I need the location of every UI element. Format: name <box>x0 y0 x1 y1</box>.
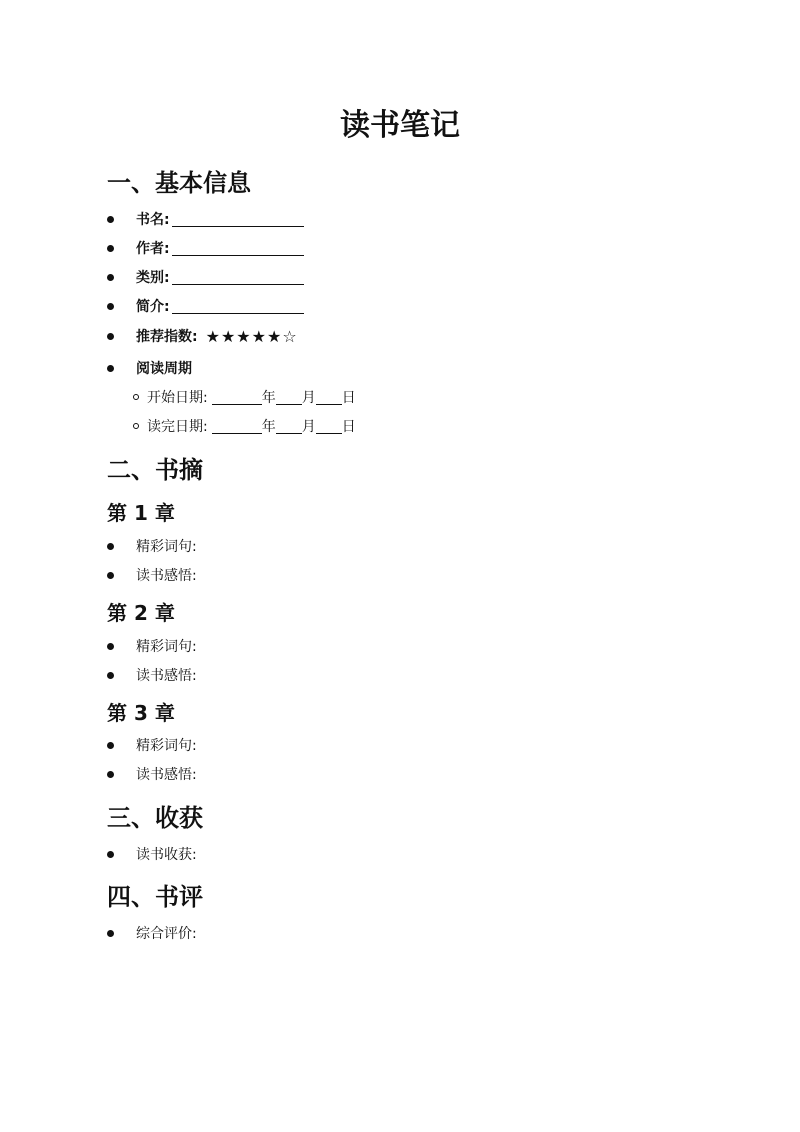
thought-label: 读书感悟: <box>136 767 197 783</box>
field-label: 作者: <box>136 241 170 257</box>
page-title: 读书笔记 <box>340 108 460 143</box>
gains-item <box>107 843 197 865</box>
chapter-3-thought <box>107 763 197 785</box>
field-author <box>107 237 304 259</box>
summary-blank[interactable] <box>172 299 304 314</box>
chapter-3-quote <box>107 734 197 756</box>
field-reading-period <box>107 357 192 379</box>
thought-label: 读书感悟: <box>136 668 197 684</box>
section-gains-heading: 三、收获 <box>107 804 203 832</box>
sub-bullet-icon <box>133 394 139 400</box>
bullet-icon <box>107 333 114 340</box>
field-label: 简介: <box>136 299 170 315</box>
quote-label: 精彩词句: <box>136 639 197 655</box>
book-name-blank[interactable] <box>172 212 304 227</box>
bullet-icon <box>107 851 114 858</box>
thought-label: 读书感悟: <box>136 568 197 584</box>
review-label: 综合评价: <box>136 926 197 942</box>
reading-period-label: 阅读周期 <box>136 361 192 377</box>
bullet-icon <box>107 672 114 679</box>
bullet-icon <box>107 742 114 749</box>
chapter-2-title: 第 2 章 <box>107 601 175 625</box>
chapter-1-thought <box>107 564 197 586</box>
chapter-1-title: 第 1 章 <box>107 501 175 525</box>
day-label: 日 <box>341 419 356 435</box>
start-date-label: 开始日期: <box>147 390 208 406</box>
year-label: 年 <box>261 390 276 406</box>
bullet-icon <box>107 216 114 223</box>
start-day-blank[interactable] <box>316 390 342 405</box>
review-item <box>107 922 197 944</box>
bullet-icon <box>107 572 114 579</box>
year-label: 年 <box>261 419 276 435</box>
end-month-blank[interactable] <box>276 419 302 434</box>
chapter-3-title: 第 3 章 <box>107 701 175 725</box>
gains-label: 读书收获: <box>136 847 197 863</box>
rating-label: 推荐指数: <box>136 329 198 345</box>
field-label: 类别: <box>136 270 170 286</box>
month-label: 月 <box>301 390 316 406</box>
bullet-icon <box>107 365 114 372</box>
field-book-name <box>107 208 304 230</box>
bullet-icon <box>107 274 114 281</box>
section-review-heading: 四、书评 <box>107 883 203 911</box>
bullet-icon <box>107 643 114 650</box>
chapter-1-quote <box>107 535 197 557</box>
sub-bullet-icon <box>133 423 139 429</box>
field-label: 书名: <box>136 212 170 228</box>
quote-label: 精彩词句: <box>136 738 197 754</box>
field-rating <box>107 325 298 347</box>
section-basic-info-heading: 一、基本信息 <box>107 169 251 197</box>
day-label: 日 <box>341 390 356 406</box>
end-date-row <box>133 415 356 437</box>
field-summary <box>107 295 304 317</box>
section-excerpts-heading: 二、书摘 <box>107 456 203 484</box>
category-blank[interactable] <box>172 270 304 285</box>
field-category <box>107 266 304 288</box>
chapter-2-thought <box>107 664 197 686</box>
bullet-icon <box>107 930 114 937</box>
bullet-icon <box>107 245 114 252</box>
bullet-icon <box>107 543 114 550</box>
chapter-2-quote <box>107 635 197 657</box>
month-label: 月 <box>301 419 316 435</box>
bullet-icon <box>107 303 114 310</box>
quote-label: 精彩词句: <box>136 539 197 555</box>
end-day-blank[interactable] <box>316 419 342 434</box>
start-year-blank[interactable] <box>212 390 262 405</box>
bullet-icon <box>107 771 114 778</box>
start-date-row <box>133 386 356 408</box>
end-date-label: 读完日期: <box>147 419 208 435</box>
author-blank[interactable] <box>172 241 304 256</box>
rating-stars[interactable]: ★★★★★☆ <box>205 326 298 346</box>
end-year-blank[interactable] <box>212 419 262 434</box>
start-month-blank[interactable] <box>276 390 302 405</box>
